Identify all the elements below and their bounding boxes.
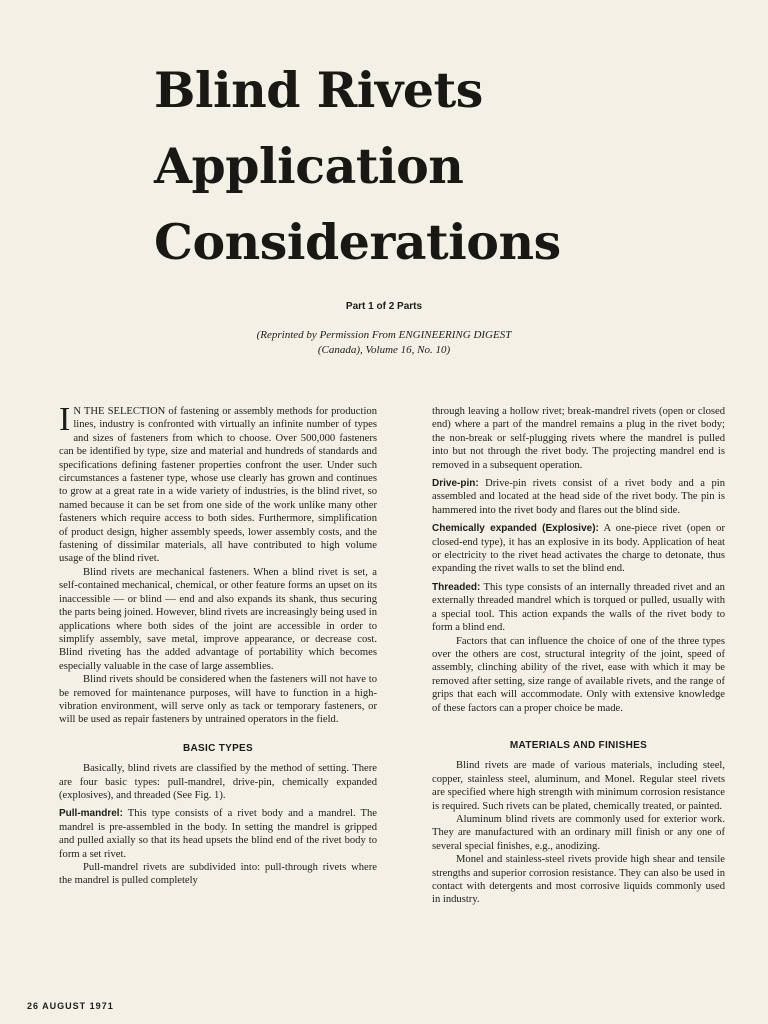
- intro-text: N THE SELECTION of fastening or assembly methods for production lines, industry is confronted with virtually an infinite number of types and sizes of fasteners from which to choose. Over 500,000 fasteners can be identified by type, size and material and hundreds of standards and specifications defining fastener properties confront the user. Under such circumstances a fastener type, whose use clearly has grown and continues to grow at a great rate in a wide variety of industries, is the blind rivet, so named because it can be set from one side of the work unlike many other fasteners which require access to both sides. Furthermore, simplification of product design, higher assembly speeds, lower assembly costs, and the fastening of dissimilar materials, all have contributed to high volume usage of the blind rivet.: [59, 406, 377, 565]
- title-line-1: Blind Rivets: [154, 61, 483, 119]
- paragraph: Blind rivets are mechanical fasteners. When a blind rivet is set, a self-contained mechanical, chemical, or other feature forms an upset on its inaccessible — or blind — end and also expands its shank, thus securing the parts being joined. However, blind rivets are increasingly being used in applications where both sides of the joint are accessible in order to simplify assembly, save metal, improve appearance, or decrease cost. Blind riveting has the added advantage of portability which becomes especially valuable in the case of large assemblies.: [59, 566, 377, 672]
- reprint-note: [0, 328, 768, 358]
- part-label: Part 1 of 2 Parts: [345, 301, 423, 312]
- definition-text: A one-piece rivet (open or closed-end type), it has an explosive in its body. Application of heat or electricity to the rivet head activates the charge to detonate, thus expanding the rivet walls to set the blind end.: [432, 523, 725, 575]
- right-column: [432, 405, 725, 907]
- section-heading-basic-types: BASIC TYPES: [183, 742, 253, 754]
- paragraph: Blind rivets should be considered when the fasteners will not have to be removed for maintenance purposes, will have to function in a high-vibration environment, will serve only as tack or temporary fasteners, or will be used as repair fasteners by untrained operators in the field.: [59, 674, 377, 726]
- definition-pull-mandrel: [59, 807, 377, 861]
- term-label: Chemically expanded (Explosive):: [432, 523, 599, 535]
- term-label: Drive-pin:: [432, 478, 479, 490]
- left-column: [59, 401, 377, 888]
- reprint-line-1: (Reprinted by Permission From ENGINEERING DIGEST: [256, 329, 512, 341]
- page-footer: 26 AUGUST 1971: [27, 1001, 114, 1011]
- definition-text: This type consists of an internally threaded rivet and an externally threaded mandrel which is torqued or pulled, usually with a special tool. This action expands the walls of the rivet body to form a blind end.: [432, 581, 725, 634]
- definition-text: Drive-pin rivets consist of a rivet body and a pin assembled and located at the head side of the rivet body. The pin is hammered into the rivet body and flares out the blind side.: [432, 478, 725, 516]
- term-label: Threaded:: [432, 581, 481, 593]
- paragraph: Pull-mandrel rivets are subdivided into: pull-through rivets where the mandrel is pulled completely: [59, 862, 377, 887]
- reprint-line-2: (Canada), Volume 16, No. 10): [317, 344, 451, 356]
- definition-drive-pin: [432, 477, 725, 517]
- title-line-3: Considerations: [154, 213, 561, 271]
- paragraph: Blind rivets are made of various materials, including steel, copper, stainless steel, aluminum, and Monel. Regular steel rivets are specified where high strength with minimum corrosion resistance is required. Such rivets can be plated, chemically treated, or painted.: [432, 760, 726, 812]
- section-heading-materials: MATERIALS AND FINISHES: [509, 739, 648, 751]
- definition-text: This type consists of a rivet body and a mandrel. The mandrel is pre-assembled in the body. In setting the mandrel is gripped and pulled axially so that its head upsets the blind end of the rivet body to form a set rivet.: [59, 808, 377, 860]
- paragraph: Basically, blind rivets are classified by the method of setting. There are four basic types: pull-mandrel, drive-pin, chemically expanded (explosives), and threaded (See Fig. 1).: [59, 763, 377, 801]
- definition-threaded: [432, 581, 725, 635]
- paragraph: Aluminum blind rivets are commonly used for exterior work. They are manufactured with an ordinary mill finish or any one of several special finishes, e.g., anodizing.: [432, 813, 725, 852]
- paragraph: Factors that can influence the choice of one of the three types over the others are cost, structural integrity of the joint, speed of assembly, clinching ability of the rivet, ease with which it may be removed after setting, size range of available rivets, and the range of grips that each will accommodate. Only with extensive knowledge of these factors can a proper choice be made.: [432, 635, 725, 714]
- term-label: Pull-mandrel:: [59, 808, 123, 820]
- paragraph: through leaving a hollow rivet; break-mandrel rivets (open or closed end) where a part of the mandrel remains a plug in the rivet body; the non-break or self-plugging rivets where the mandrel is pulled into but not through the rivet body. The projecting mandrel end is removed in a subsequent operation.: [432, 406, 725, 471]
- intro-paragraph: [59, 401, 377, 566]
- paragraph: Monel and stainless-steel rivets provide high shear and tensile strengths and superior corrosion resistance. They can also be used in contact with detergents and most corrosive liquids commonly used in industry.: [432, 854, 725, 906]
- article-title: [154, 52, 561, 280]
- title-line-2: Application: [154, 137, 464, 195]
- drop-cap: I: [59, 401, 71, 438]
- definition-chemically-expanded: [432, 522, 725, 576]
